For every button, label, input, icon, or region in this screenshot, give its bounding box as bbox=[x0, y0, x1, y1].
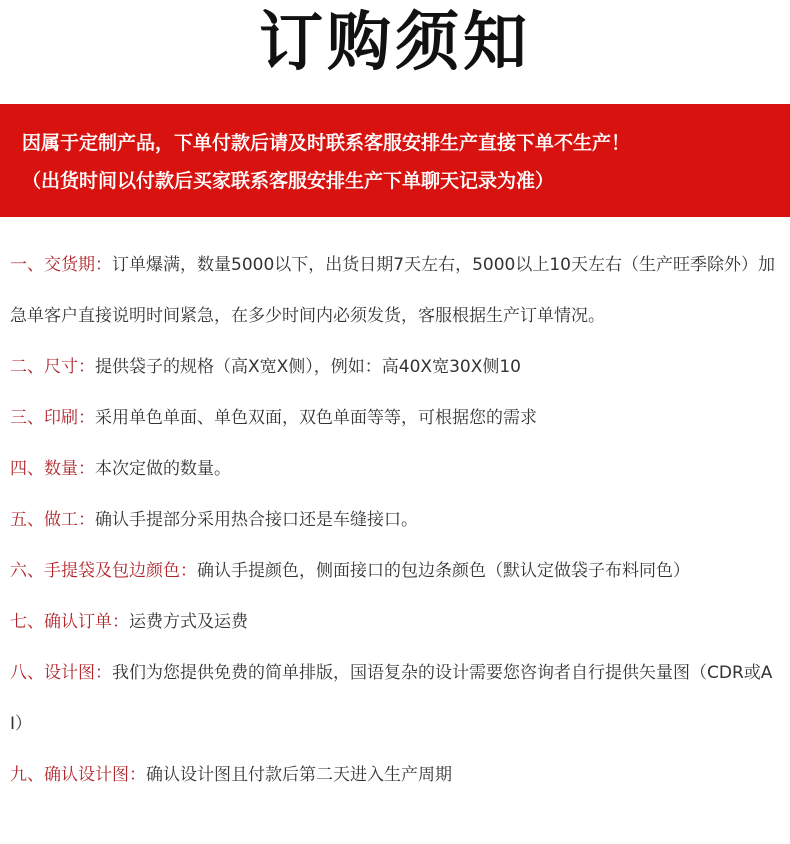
rule-design bbox=[10, 648, 785, 750]
notice-banner bbox=[0, 104, 790, 217]
rule-handle-color bbox=[10, 546, 785, 597]
rule-size bbox=[10, 342, 785, 393]
rule-label: 一、交货期： bbox=[10, 255, 112, 275]
rule-text: 运费方式及运费 bbox=[129, 612, 248, 632]
rule-label: 八、设计图： bbox=[10, 663, 112, 683]
rule-text: 提供袋子的规格（高X宽X侧），例如：高40X宽30X侧10 bbox=[95, 357, 521, 377]
rule-label: 五、做工： bbox=[10, 510, 95, 530]
rule-quantity bbox=[10, 444, 785, 495]
rule-confirm-order bbox=[10, 597, 785, 648]
page-title: 订购须知 bbox=[259, 5, 531, 80]
rule-text: 确认设计图且付款后第二天进入生产周期 bbox=[146, 765, 452, 785]
rule-label: 六、手提袋及包边颜色： bbox=[10, 561, 197, 581]
notice-line-2: （出货时间以付款后买家联系客服安排生产下单聊天记录为准） bbox=[22, 170, 555, 192]
rule-text: 采用单色单面、单色双面，双色单面等等，可根据您的需求 bbox=[95, 408, 537, 428]
ordering-rules-list bbox=[10, 240, 785, 801]
rule-label: 四、数量： bbox=[10, 459, 95, 479]
rule-label: 三、印刷： bbox=[10, 408, 95, 428]
rule-text: 确认手提颜色，侧面接口的包边条颜色（默认定做袋子布料同色） bbox=[197, 561, 690, 581]
rule-text: 确认手提部分采用热合接口还是车缝接口。 bbox=[95, 510, 418, 530]
rule-printing bbox=[10, 393, 785, 444]
rule-text: 我们为您提供免费的简单排版，国语复杂的设计需要您咨询者自行提供矢量图（CDR或AI） bbox=[10, 663, 773, 734]
rule-label: 二、尺寸： bbox=[10, 357, 95, 377]
rule-confirm-design bbox=[10, 750, 785, 801]
rule-delivery-time bbox=[10, 240, 785, 342]
rule-label: 七、确认订单： bbox=[10, 612, 129, 632]
rule-text: 订单爆满，数量5000以下，出货日期7天左右，5000以上10天左右（生产旺季除外）加急单客户直接说明时间紧急，在多少时间内必须发货，客服根据生产订单情况。 bbox=[10, 255, 775, 326]
rule-text: 本次定做的数量。 bbox=[95, 459, 231, 479]
rule-workmanship bbox=[10, 495, 785, 546]
rule-label: 九、确认设计图： bbox=[10, 765, 146, 785]
notice-line-1: 因属于定制产品，下单付款后请及时联系客服安排生产直接下单不生产！ bbox=[22, 132, 631, 154]
